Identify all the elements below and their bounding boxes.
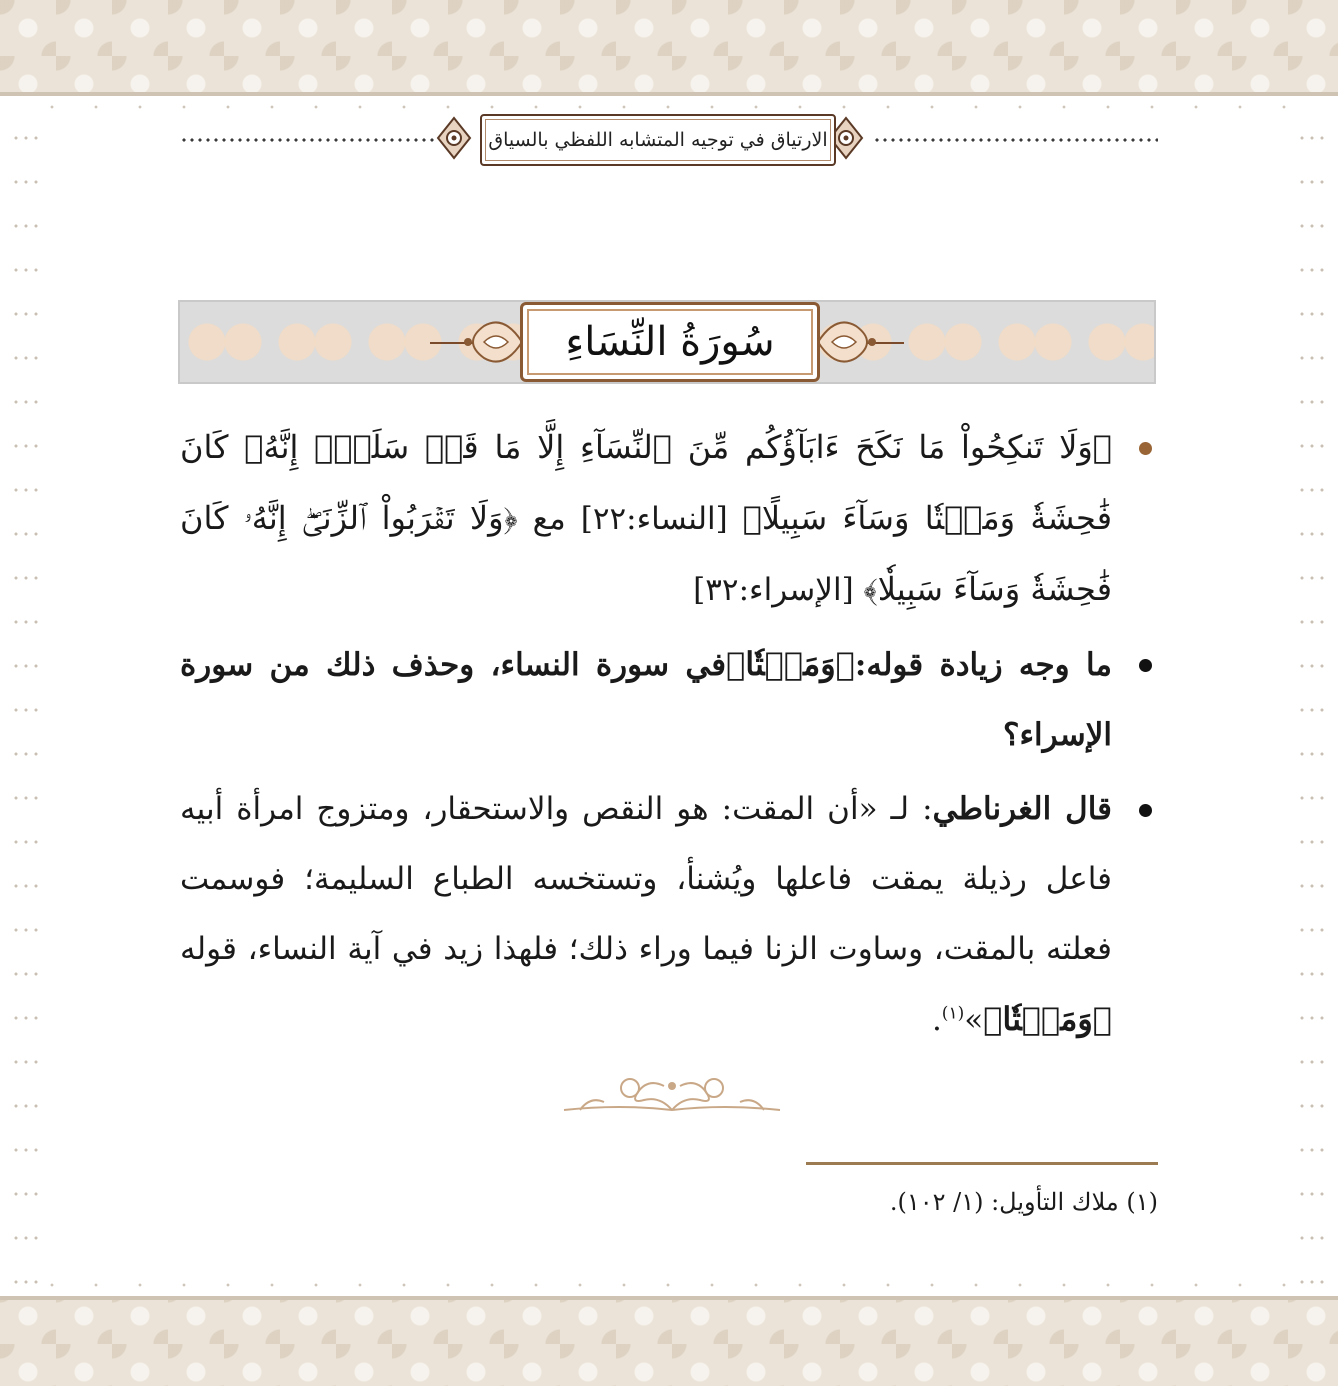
bullet-icon xyxy=(1139,804,1152,817)
verse-reference: [الإسراء:٣٢] xyxy=(693,572,854,608)
bullet-icon xyxy=(1139,659,1152,672)
surah-title-frame xyxy=(520,302,820,382)
header-dotted-line-right xyxy=(873,138,1158,142)
footnote-separator xyxy=(806,1162,1158,1165)
list-item xyxy=(180,774,1160,1055)
header-dotted-line-left xyxy=(180,138,435,142)
surah-title-banner xyxy=(178,300,1156,384)
closing-quote: » xyxy=(964,1002,984,1038)
speaker-name: قال الغرناطي xyxy=(932,791,1112,827)
banner-floral-ornament-icon xyxy=(816,312,880,372)
running-header xyxy=(180,112,1158,168)
footnote-marker: (١) xyxy=(941,1003,965,1024)
question-rest: في سورة النساء، وحذف ذلك من سورة الإسراء؟ xyxy=(180,647,1112,753)
header-knot-ornament-icon xyxy=(436,116,472,160)
banner-floral-ornament-icon xyxy=(460,312,524,372)
list-item xyxy=(180,629,1160,770)
list-item xyxy=(180,412,1160,625)
verse-nisa-22: ﴿وَلَا تَنكِحُواْ مَا نَكَحَ ءَابَآؤُكُم مِّنَ ٱلنِّسَآءِ إِلَّا مَا قَدۡ سَلَفَۚ إِنَّهُۥ كَانَ فَٰحِشَةٗ وَمَقۡتٗا وَسَآءَ سَبِيلًا﴾ xyxy=(180,428,1113,537)
quoted-word: ﴿وَمَقۡتٗا﴾ xyxy=(983,1000,1112,1038)
bottom-border-ornament xyxy=(30,1280,1308,1290)
right-border-ornament xyxy=(1294,96,1330,1296)
section-divider-ornament-icon xyxy=(560,1066,784,1118)
end-period: . xyxy=(931,1002,942,1038)
conjunction-text: مع xyxy=(532,501,566,537)
main-content xyxy=(180,412,1160,1059)
verse-reference: [النساء:٢٢] xyxy=(580,501,728,537)
surah-title: سُورَةُ النِّسَاءِ xyxy=(565,319,775,365)
question-lead: ما وجه زيادة قوله: xyxy=(854,647,1112,683)
top-border-ornament xyxy=(30,102,1308,112)
running-header-title: الارتياق في توجيه المتشابه اللفظي بالسياق xyxy=(480,114,836,166)
left-border-ornament xyxy=(8,96,44,1296)
bullet-icon xyxy=(1139,442,1152,455)
quoted-word: ﴿وَمَقۡتٗا﴾ xyxy=(726,645,855,683)
verse-isra-32: ﴿وَلَا تَقۡرَبُواْ ٱلزِّنَىٰٓۖ إِنَّهُۥ كَانَ فَٰحِشَةٗ وَسَآءَ سَبِيلٗا﴾ xyxy=(180,499,1112,608)
quotation-text: : لـ «أن المقت: هو النقص والاستحقار، ومتزوج امرأة أبيه فاعل رذيلة يمقت فاعلها ويُشنأ، وتستخسه الطباع السليمة؛ فوسمت فعلته بالمقت، وساوت الزنا فيما وراء ذلك؛ فلهذا زيد في آية النساء، قوله xyxy=(180,791,1112,967)
footnote: (١) ملاك التأويل: (١/ ١٠٢). xyxy=(889,1188,1158,1216)
